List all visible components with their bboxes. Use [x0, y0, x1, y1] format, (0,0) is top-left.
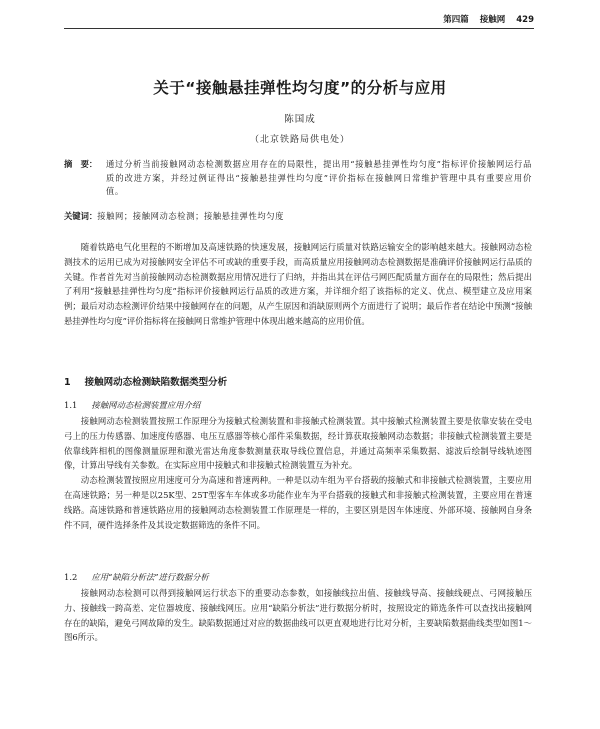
page-number: 429: [516, 15, 534, 25]
keywords: [64, 210, 532, 222]
running-header: [64, 12, 534, 29]
body-paragraph: 接触网动态检测装置按照工作原理分为接触式检测装置和非接触式检测装置。其中接触式检测装置主要是依靠安装在受电弓上的压力传感器、加速度传感器、电压互感器等核心部件采集数据，经计算获取接触网动态数据；非接触式检测装置主要是依靠线阵相机的图像测量原理和激光雷达角度参数测量获取导线位置信息，并通过高频率采集数据、滤波后绘制导线轨迹图像，计算出导线有关参数。在实际应用中接触式和非接触式检测装置互为补充。: [64, 416, 532, 471]
subsection-title: 应用“缺陷分析法”进行数据分析: [91, 572, 209, 582]
keywords-text: 接触网；接触网动态检测；接触悬挂弹性均匀度: [97, 211, 285, 221]
introduction: [64, 240, 532, 329]
paper-title: 关于“接触悬挂弹性均匀度”的分析与应用: [153, 79, 447, 97]
author-name: 陈国成: [284, 114, 316, 125]
keywords-label: 关键词：: [64, 211, 98, 221]
author-affiliation: （北京铁路局供电处）: [249, 135, 350, 145]
body-paragraph: 动态检测装置按照应用速度可分为高速和普速两种。一种是以动车组为平台搭载的接触式和非接触式检测装置，主要应用在高速铁路；另一种是以25K型、25T型客车车体或多功能作业车为平台搭载的接触式和非接触式检测装置，主要应用在普速线路。高速铁路和普速铁路应用的接触网动态检测装置工作原理是一样的，主要区别是因车体速度、外部环境、接触网自身条件不同，硬件选择条件及其设定数据筛选的条件不同。: [64, 475, 532, 530]
subsection-heading: [64, 571, 209, 583]
subsection-title: 接触网动态检测装置应用介绍: [91, 400, 201, 410]
abstract-label: 摘 要：: [64, 159, 98, 169]
abstract-text: 通过分析当前接触网动态检测数据应用存在的局限性，提出用“接触悬挂弹性均匀度”指标评价接触网运行品质的改进方案，并经过例证得出“接触悬挂弹性均匀度”评价指标在接触网日常维护管理中具有重要应用价值。: [106, 159, 532, 196]
section-heading: [64, 374, 227, 388]
subsection-heading: [64, 399, 200, 411]
intro-paragraph: 随着铁路电气化里程的不断增加及高速铁路的快速发展，接触网运行质量对铁路运输安全的影响越来越大。接触网动态检测技术的运用已成为对接触网安全评估不可或缺的重要手段，而高质量应用接触网动态检测数据是准确评价接触网运行品质的关键。作者首先对当前接触网动态检测数据应用情况进行了归纳，并指出其在评估弓网匹配质量方面存在的局限性；然后提出了利用“接触悬挂弹性均匀度”指标评价接触网运行品质的改进方案，并详细介绍了该指标的定义、优点、模型建立及应用案例；最后对动态检测评价结果中接触网存在的问题，从产生原因和消缺原则两个方面进行了说明；最后作者在结论中预测“接触悬挂弹性均匀度”评价指标将在接触网日常维护管理中体现出越来越高的应用价值。: [64, 242, 532, 326]
subsection-number: 1.1: [64, 400, 78, 410]
body-paragraph: 接触网动态检测可以得到接触网运行状态下的重要动态参数，如接触线拉出值、接触线导高、接触线硬点、弓网接触压力、接触线一跨高差、定位器坡度、接触线网压。应用“缺陷分析法”进行数据分析时，按照设定的筛选条件可以查找出接触网存在的缺陷，避免弓网故障的发生。缺陷数据通过对应的数据曲线可以更直观地进行比对分析，主要缺陷数据曲线类型如图1～图6所示。: [64, 588, 532, 643]
subsection-number: 1.2: [64, 572, 78, 582]
section-title: 接触网动态检测缺陷数据类型分析: [84, 377, 228, 388]
header-issue: 第四篇: [443, 15, 469, 25]
subsection-1-2-body: [64, 586, 532, 645]
header-section: 接触网: [479, 15, 506, 25]
header-issue-info: [435, 13, 534, 25]
section-number: 1: [64, 377, 71, 388]
subsection-1-1-body: [64, 414, 532, 532]
abstract: [64, 158, 532, 199]
